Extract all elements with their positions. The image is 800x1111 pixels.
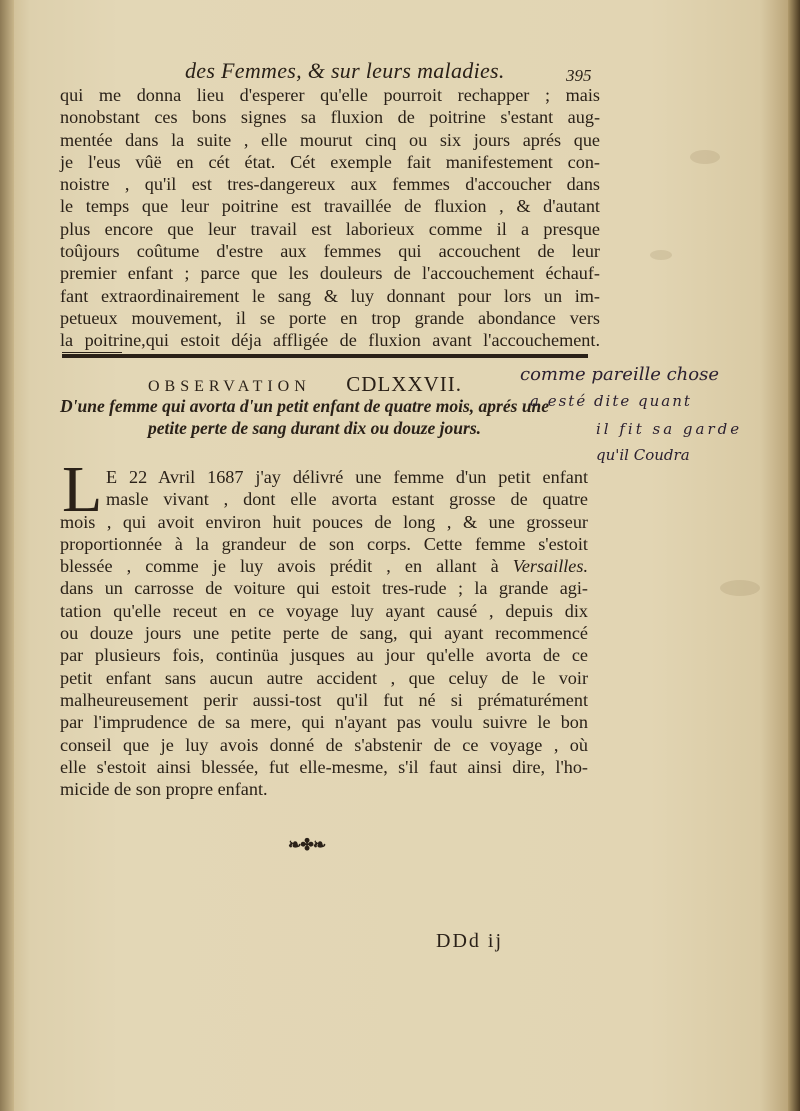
text-line: mentée dans la suite , elle mourut cinq ou six jours aprés que bbox=[60, 129, 600, 150]
text-line: le temps que leur poitrine est travaillée de fluxion , & d'autant bbox=[60, 196, 600, 217]
observation-heading bbox=[148, 372, 462, 397]
stain bbox=[720, 580, 760, 596]
observation-label: OBSERVATION bbox=[148, 378, 311, 395]
text-line: malheureusement perir aussi-tost qu'il fut né si prématurément bbox=[60, 689, 588, 710]
text-line: qui me donna lieu d'esperer qu'elle pourroit rechapper ; mais bbox=[60, 85, 600, 105]
running-head: des Femmes, & sur leurs maladies. bbox=[185, 58, 505, 83]
text-line: par plusieurs fois, continüa jusques au jour qu'elle avorta de ce bbox=[60, 645, 588, 666]
text-line: E 22 Avril 1687 j'ay délivré une femme d'un petit enfant bbox=[106, 467, 588, 487]
printer-ornament: ❧✤❧ bbox=[288, 837, 326, 854]
text-line: elle s'estoit ainsi blessée, fut elle-mesme, s'il faut ainsi dire, l'ho- bbox=[60, 756, 588, 777]
handwritten-note: comme pareille chose bbox=[520, 364, 719, 385]
text-line: par l'imprudence de sa mere, qui n'ayant pas voulu suivre le bon bbox=[60, 712, 588, 733]
observation-number: CDLXXVII. bbox=[346, 372, 463, 396]
stain bbox=[690, 150, 720, 164]
subtitle-line: D'une femme qui avorta d'un petit enfant de quatre mois, aprés une bbox=[60, 396, 550, 416]
text-line: je l'eus vûë en cét état. Cét exemple fait manifestement con- bbox=[60, 151, 600, 172]
text-line: tation qu'elle receut en ce voyage luy ayant causé , depuis dix bbox=[60, 600, 588, 621]
text-line: ou douze jours une petite perte de sang, qui ayant recommencé bbox=[60, 623, 588, 644]
text-line: nonobstant ces bons signes sa fluxion de poitrine s'estant aug- bbox=[60, 107, 600, 128]
observation-subtitle bbox=[60, 395, 590, 439]
text-line: la poitrine,qui estoit déja affligée de fluxion avant l'accouchement. bbox=[60, 330, 600, 351]
text-line: petueux mouvement, il se porte en trop grande abondance vers bbox=[60, 307, 600, 328]
place-name: Versailles. bbox=[512, 556, 589, 577]
text-line: toûjours coûtume d'estre aux femmes qui accouchent de leur bbox=[60, 241, 600, 262]
stain bbox=[650, 250, 672, 260]
handwritten-note: a esté dite quant bbox=[530, 392, 692, 410]
text-line: fant extraordinairement le sang & luy donnant pour lors un im- bbox=[60, 285, 600, 306]
text-line: mois , qui avoit environ huit pouces de long , & une grosseur bbox=[60, 511, 588, 532]
subtitle-line: petite perte de sang durant dix ou douze jours. bbox=[148, 418, 482, 438]
text-line-with-place bbox=[60, 555, 588, 577]
continued-text bbox=[60, 84, 600, 352]
text-line: proportionnée à la grandeur de son corps. Cette femme s'estoit bbox=[60, 533, 588, 554]
handwritten-note: qu'il Coudra bbox=[596, 446, 690, 464]
observation-text bbox=[60, 466, 588, 800]
text-line: conseil que je luy avois donné de s'abstenir de ce voyage , où bbox=[60, 734, 588, 755]
binding-gutter bbox=[0, 0, 14, 1111]
section-rule bbox=[62, 354, 588, 358]
text-line: petit enfant sans aucun autre accident , que celuy de le voir bbox=[60, 667, 588, 688]
page-number: 395 bbox=[566, 66, 592, 85]
signature-mark: DDd ij bbox=[436, 930, 503, 952]
text-line: dans un carrosse de voiture qui estoit tres-rude ; la grande agi- bbox=[60, 578, 588, 599]
text-fragment: blessée , comme je luy avois prédit , en allant à bbox=[60, 556, 499, 577]
page-edge bbox=[788, 0, 800, 1111]
handwritten-note: il fit sa garde bbox=[596, 420, 743, 438]
text-line: noistre , qu'il est tres-dangereux aux femmes d'accoucher dans bbox=[60, 174, 600, 195]
drop-cap: L bbox=[62, 453, 103, 526]
text-line: masle vivant , dont elle avorta estant grosse de quatre bbox=[106, 489, 588, 510]
text-line: plus encore que leur travail est laborieux comme il a presque bbox=[60, 218, 600, 239]
text-line: micide de son propre enfant. bbox=[60, 779, 268, 800]
text-line: premier enfant ; parce que les douleurs de l'accouchement échauf- bbox=[60, 263, 600, 284]
